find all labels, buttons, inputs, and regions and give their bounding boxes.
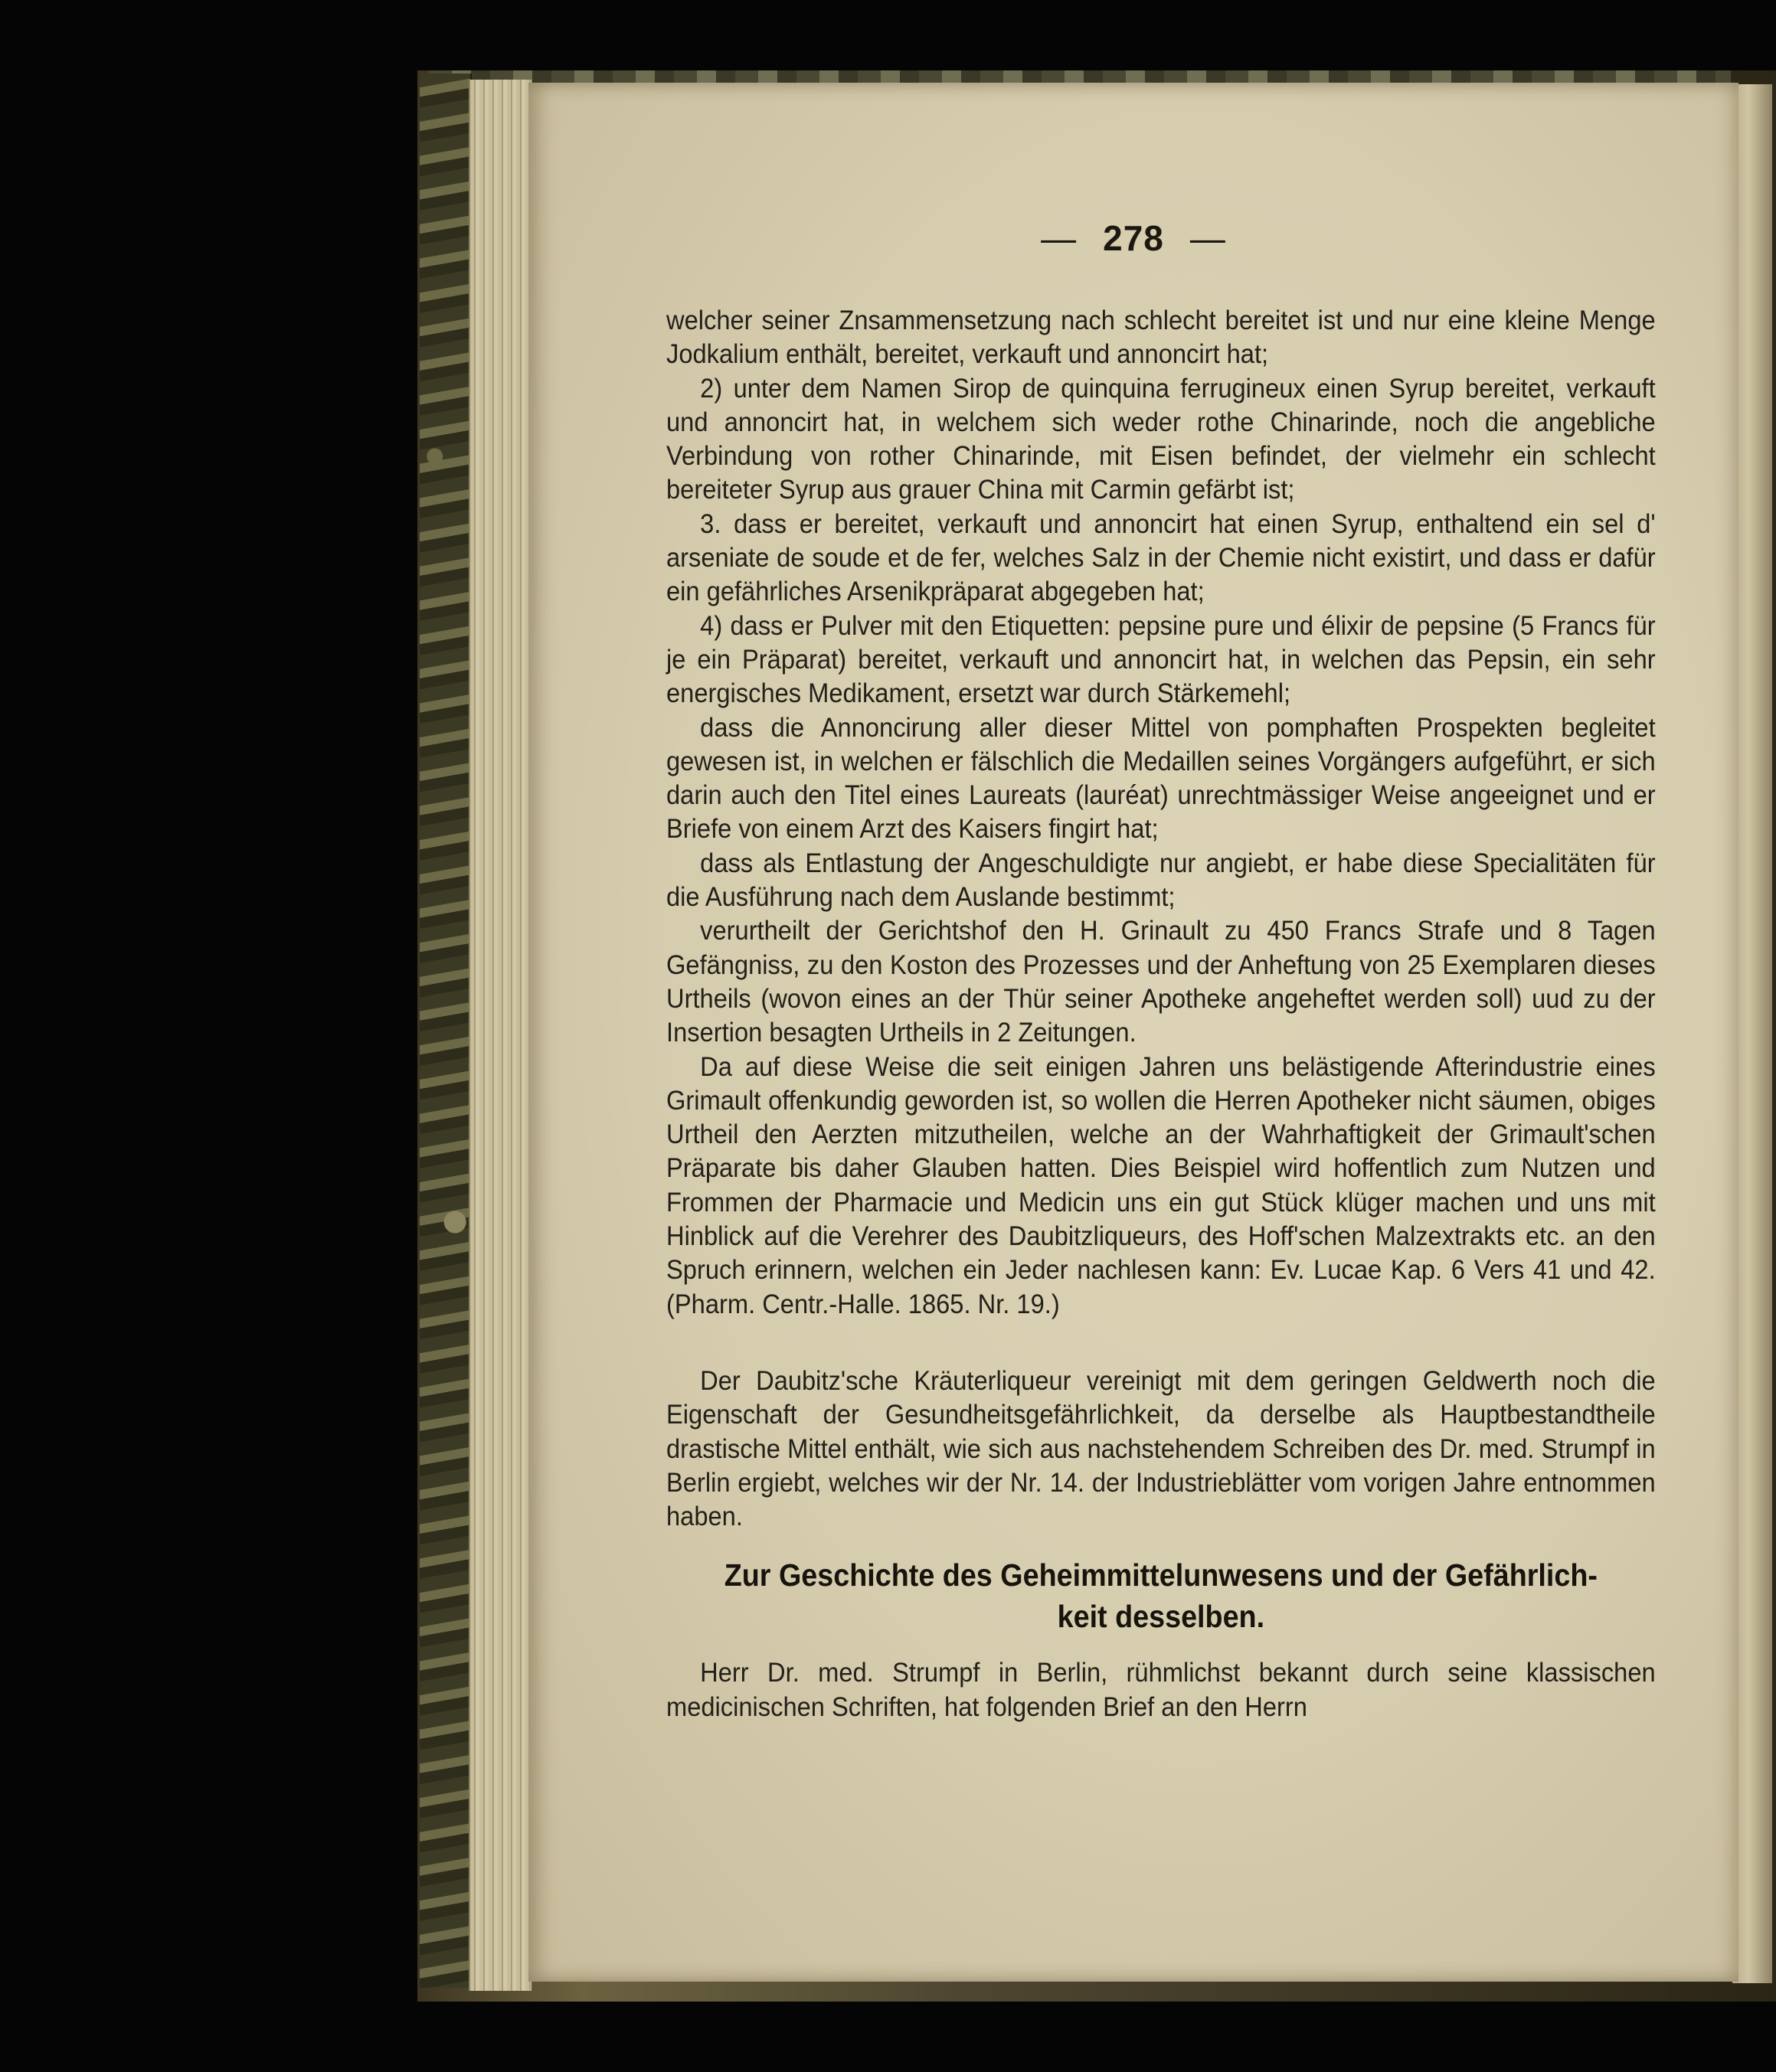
- paragraph: 4) dass er Pulver mit den Etiquetten: pepsine pure und élixir de pepsine (5 Francs für je ein Präparat) bereitet, verkauft und annoncirt hat, in welchen das Pepsin, ein sehr energisches Medikament, ersetzt war durch Stärkemehl;: [666, 610, 1656, 709]
- paragraph-strumpf: Herr Dr. med. Strumpf in Berlin, rühmlichst bekannt durch seine klassischen medicinischen Schriften, hat folgenden Brief an den Herrn: [666, 1657, 1656, 1722]
- section-gap: [666, 1321, 1656, 1364]
- paragraph-daubitz: Der Daubitz'sche Kräuterliqueur vereinigt mit dem geringen Geldwerth noch die Eigenschaft der Gesundheitsgefährlichkeit, da derselbe als Hauptbestandtheile drastische Mittel enthält, wie sich aus nachstehendem Schreiben des Dr. med. Strumpf in Berlin ergiebt, welches wir der Nr. 14. der Industrieblätter vom vorigen Jahre entnommen haben.: [666, 1364, 1656, 1532]
- dash-right: —: [1189, 218, 1226, 258]
- section-heading: [666, 1554, 1656, 1637]
- paragraph: 3. dass er bereitet, verkauft und annoncirt hat einen Syrup, enthaltend ein sel d' arseniate de soude et de fer, welches Salz in der Chemie nicht existirt, und dass er dafür ein gefährliches Arsenikpräparat abgegeben hat;: [666, 508, 1656, 607]
- paragraph: dass als Entlastung der Angeschuldigte nur angiebt, er habe diese Specialitäten für die Ausführung nach dem Auslande bestimmt;: [666, 847, 1656, 913]
- page-number-header: [528, 217, 1738, 259]
- body-text: [666, 303, 1656, 1724]
- heading-line-1: Zur Geschichte des Geheimmittelunwesens und der Gefährlich-: [724, 1557, 1598, 1593]
- heading-line-2: keit desselben.: [1057, 1599, 1265, 1635]
- marbled-endpaper: [420, 74, 472, 1988]
- paragraph: welcher seiner Znsammensetzung nach schlecht bereitet ist und nur eine kleine Menge Jodkalium enthält, bereitet, verkauft und annoncirt hat;: [666, 305, 1656, 370]
- book-page: [528, 83, 1738, 1982]
- page-stack-edge: [469, 80, 531, 1991]
- paragraph: verurtheilt der Gerichtshof den H. Grinault zu 450 Francs Strafe und 8 Tagen Gefängniss, zu den Koston des Prozesses und der Anheftung von 25 Exemplaren dieses Urtheils (wovon eines an der Thür seiner Apotheke angeheftet werden soll) uud zu der Insertion besagten Urtheils in 2 Zeitungen.: [666, 915, 1656, 1048]
- paragraph: Da auf diese Weise die seit einigen Jahren uns belästigende Afterindustrie eines Grimault offenkundig geworden ist, so wollen die Herren Apotheker nicht säumen, obiges Urtheil den Aerzten mitzutheilen, welche an der Wahrhaftigkeit der Grimault'schen Präparate bis daher Glauben hatten. Dies Beispiel wird hoffentlich zum Nutzen und Frommen der Pharmacie und Medicin uns ein gut Stück klüger machen und uns mit Hinblick auf die Verehrer des Daubitzliqueurs, des Hoff'schen Malzextrakts etc. an den Spruch erinnern, welchen ein Jeder nachlesen kann: Ev. Lucae Kap. 6 Vers 41 und 42. (Pharm. Centr.-Halle. 1865. Nr. 19.): [666, 1051, 1656, 1319]
- paragraph: dass die Annoncirung aller dieser Mittel von pomphaften Prospekten begleitet gewesen ist, in welchen er fälschlich die Medaillen seines Vorgängers aufgeführt, er sich darin auch den Titel eines Laureats (lauréat) unrechtmässiger Weise angeeignet und er Briefe von einem Arzt des Kaisers fingirt hat;: [666, 711, 1656, 845]
- page-number: 278: [1103, 218, 1164, 258]
- dash-left: —: [1041, 218, 1078, 258]
- paragraph: 2) unter dem Namen Sirop de quinquina ferrugineux einen Syrup bereitet, verkauft und annoncirt hat, in welchem sich weder rothe Chinarinde, noch die angebliche Verbindung von rother Chinarinde, mit Eisen befindet, der vielmehr ein schlecht bereiteter Syrup aus grauer China mit Carmin gefärbt ist;: [666, 372, 1656, 505]
